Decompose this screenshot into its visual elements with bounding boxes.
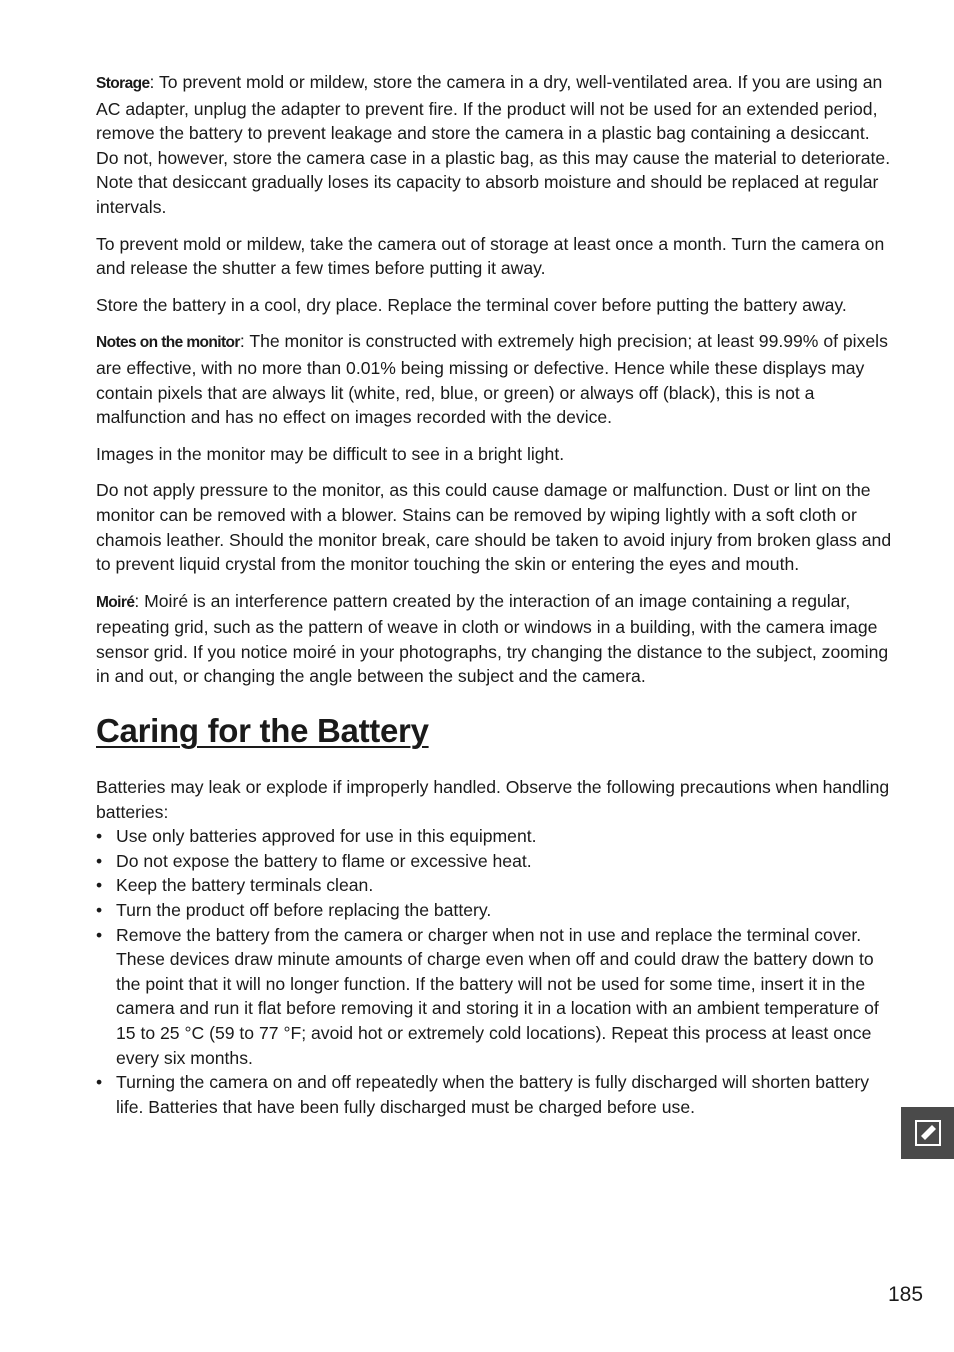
paragraph-text: : Moiré is an interference pattern created by the interaction of an image containing a regular, repeating grid, such as the pattern of weave in cloth or windows in a building, with the camera image sensor grid. If you notice moiré in your photographs, try changing the distance to the subject, zooming in and out, or changing the angle between the subject and the camera. <box>96 590 889 687</box>
paragraph-moire <box>96 589 896 689</box>
paragraph-monitor-notes <box>96 329 896 429</box>
list-item <box>96 873 896 898</box>
battery-precautions-list <box>96 824 896 1119</box>
paragraph-storage <box>96 70 896 220</box>
section-heading-caring-for-battery: Caring for the Battery <box>96 712 429 750</box>
list-item-text: Remove the battery from the camera or charger when not in use and replace the terminal cover. These devices draw minute amounts of charge even when off and could draw the battery down to the point that it will no longer function. If the battery will not be used for some time, insert it in the camera and run it flat before removing it and storing it in a location with an ambient temperature of 15 to 25 °C (59 to 77 °F; avoid hot or extremely cold locations). Repeat this process at least once every six months. <box>116 924 879 1068</box>
term-moire: Moiré <box>96 593 135 611</box>
paragraph-text: : To prevent mold or mildew, store the camera in a dry, well-ventilated area. If you are using an AC adapter, unplug the adapter to prevent fire. If the product will not be used for an extended period, remove the battery to prevent leakage and store the camera in a plastic bag containing a desiccant. Do not, however, store the camera case in a plastic bag, as this may cause the material to deteriorate. Note that desiccant gradually loses its capacity to absorb moisture and should be replaced at regular intervals. <box>96 72 891 217</box>
battery-intro: Batteries may leak or explode if improperly handled. Observe the following precautions when handling batteries: <box>96 777 890 822</box>
list-item <box>96 824 896 849</box>
list-item <box>96 898 896 923</box>
technical-notes-icon <box>913 1118 943 1148</box>
paragraph-text: : The monitor is constructed with extremely high precision; at least 99.99% of pixels are effective, with no more than 0.01% being missing or defective. Hence while these displays may contain pixels that are always lit (white, red, blue, or green) or always off (black), this is not a malfunction and has no effect on images recorded with the device. <box>96 331 888 428</box>
list-item-text: Turn the product off before replacing the battery. <box>116 900 492 921</box>
bullet-icon: • <box>96 826 103 847</box>
list-item-text: Do not expose the battery to flame or excessive heat. <box>116 850 532 871</box>
paragraph-battery-storage: Store the battery in a cool, dry place. Replace the terminal cover before putting the battery away. <box>96 294 847 315</box>
term-storage: Storage <box>96 75 150 92</box>
term-notes-on-the-monitor: Notes on the monitor <box>96 334 240 352</box>
bullet-icon: • <box>96 1072 103 1093</box>
paragraph-storage-monthly: To prevent mold or mildew, take the camera out of storage at least once a month. Turn the camera on and release the shutter a few times before putting it away. <box>96 233 885 279</box>
bullet-icon: • <box>96 875 103 896</box>
list-item-text: Use only batteries approved for use in this equipment. <box>116 826 537 847</box>
list-item <box>96 1070 896 1119</box>
bullet-icon: • <box>96 850 103 871</box>
list-item-text: Turning the camera on and off repeatedly when the battery is fully discharged will shorten battery life. Batteries that have been fully discharged must be charged before use. <box>116 1072 870 1117</box>
list-item <box>96 849 896 874</box>
paragraph-monitor-pressure: Do not apply pressure to the monitor, as this could cause damage or malfunction. Dust or lint on the monitor can be removed with a blower. Stains can be removed by wiping lightly with a soft cloth or chamois leather. Should the monitor break, care should be taken to avoid injury from broken glass and to prevent liquid crystal from the monitor touching the skin or entering the eyes and mouth. <box>96 480 892 575</box>
list-item <box>96 923 896 1071</box>
page-content <box>96 70 896 1119</box>
paragraph-monitor-bright-light: Images in the monitor may be difficult to see in a bright light. <box>96 443 565 464</box>
bullet-icon: • <box>96 924 103 945</box>
page-number: 185 <box>888 1283 924 1306</box>
bullet-icon: • <box>96 900 103 921</box>
section-tab[interactable] <box>901 1107 954 1159</box>
list-item-text: Keep the battery terminals clean. <box>116 875 374 896</box>
